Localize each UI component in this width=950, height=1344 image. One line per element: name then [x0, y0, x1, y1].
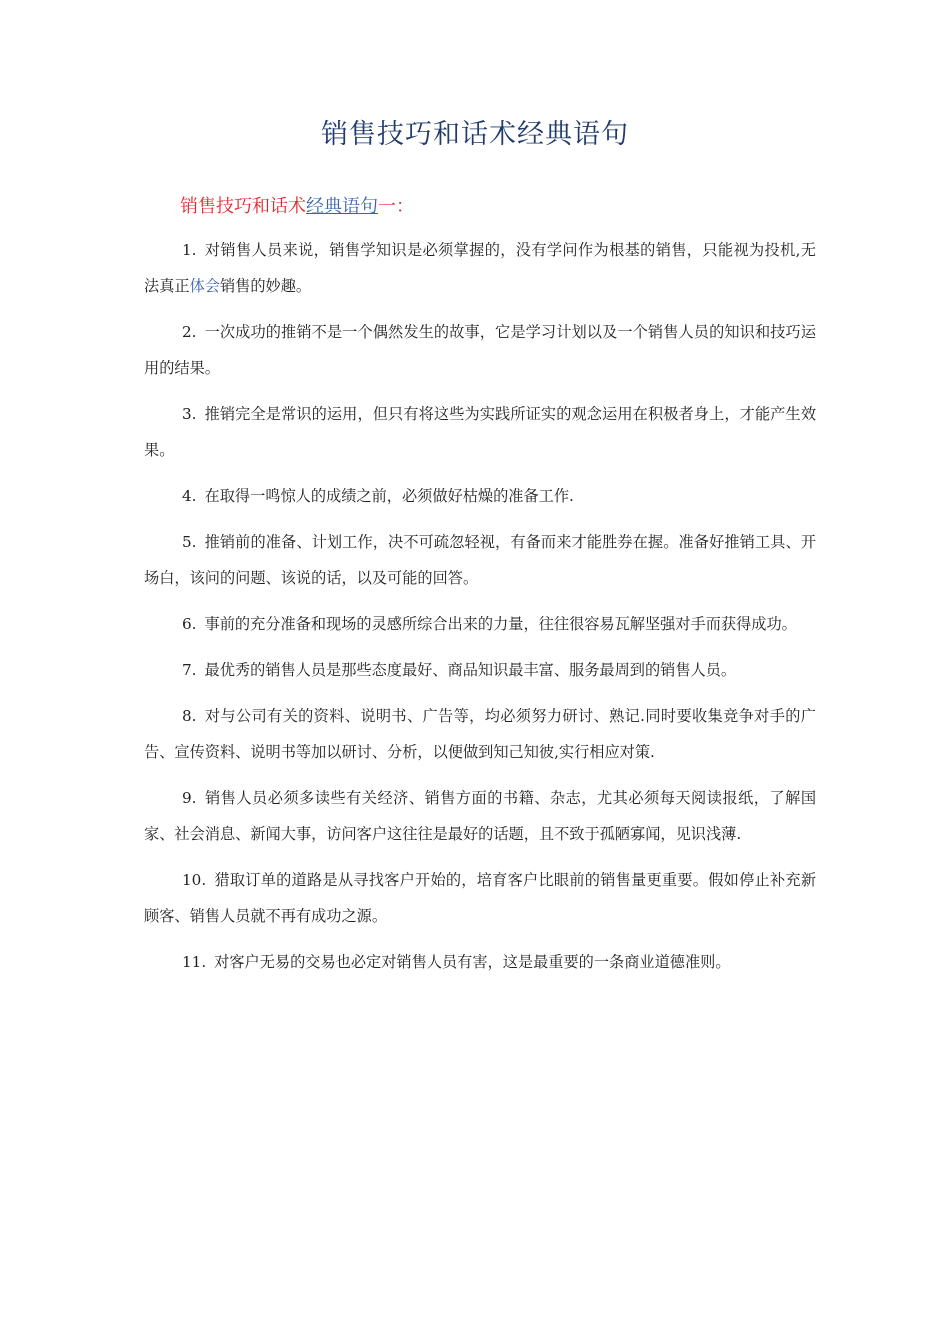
item-number: 4.: [182, 487, 197, 505]
item-number: 5.: [182, 533, 197, 551]
item-text: 事前的充分准备和现场的灵感所综合出来的力量，往往很容易瓦解坚强对手而获得成功。: [204, 615, 797, 633]
item-number: 11.: [182, 953, 207, 971]
list-item: [144, 652, 816, 688]
item-text: 推销前的准备、计划工作，决不可疏忽轻视，有备而来才能胜券在握。准备好推销工具、开场白，该问的问题、该说的话，以及可能的回答。: [144, 533, 816, 587]
item-number: 3.: [182, 405, 197, 423]
section-heading-prefix: 销售技巧和话术: [180, 196, 306, 217]
list-item: [144, 524, 816, 596]
item-number: 8.: [182, 707, 197, 725]
item-number: 10.: [182, 871, 207, 889]
document-title: 销售技巧和话术经典语句: [321, 119, 629, 150]
item-text-tail: 销售的妙趣。: [219, 277, 312, 295]
list-item: [144, 478, 816, 514]
item-list: [144, 232, 816, 990]
item-number: 9.: [182, 789, 197, 807]
list-item: [144, 862, 816, 934]
item-text: 对销售人员来说，销售学知识是必须掌握的，没有学问作为根基的销售，只能视为投机,无法真正: [144, 241, 816, 295]
section-heading: [180, 192, 414, 218]
item-text: 在取得一鸣惊人的成绩之前，必须做好枯燥的准备工作.: [204, 487, 574, 505]
item-text: 对与公司有关的资料、说明书、广告等，均必须努力研讨、熟记.同时要收集竞争对手的广告、宣传资料、说明书等加以研讨、分析，以便做到知己知彼,实行相应对策.: [144, 707, 816, 761]
item-number: 6.: [182, 615, 197, 633]
item-text: 推销完全是常识的运用，但只有将这些为实践所证实的观念运用在积极者身上，才能产生效果。: [144, 405, 816, 459]
item-number: 2.: [182, 323, 197, 341]
list-item: [144, 606, 816, 642]
item-text: 一次成功的推销不是一个偶然发生的故事，它是学习计划以及一个销售人员的知识和技巧运用的结果。: [144, 323, 816, 377]
item-text: 对客户无易的交易也必定对销售人员有害，这是最重要的一条商业道德准则。: [214, 953, 731, 971]
section-heading-suffix: 一：: [378, 196, 414, 217]
item-number: 7.: [182, 661, 197, 679]
item-text: 销售人员必须多读些有关经济、销售方面的书籍、杂志，尤其必须每天阅读报纸，了解国家、社会消息、新闻大事，访问客户这往往是最好的话题，且不致于孤陋寡闻，见识浅薄.: [144, 789, 816, 843]
list-item: [144, 944, 816, 980]
list-item: [144, 314, 816, 386]
item-link[interactable]: 体会: [189, 277, 220, 295]
list-item: [144, 780, 816, 852]
item-number: 1.: [182, 241, 197, 259]
list-item: [144, 698, 816, 770]
list-item: [144, 396, 816, 468]
item-text: 最优秀的销售人员是那些态度最好、商品知识最丰富、服务最周到的销售人员。: [204, 661, 737, 679]
section-heading-link[interactable]: 经典语句: [306, 196, 378, 217]
item-text: 猎取订单的道路是从寻找客户开始的，培育客户比眼前的销售量更重要。假如停止补充新顾客、销售人员就不再有成功之源。: [144, 871, 816, 925]
list-item: [144, 232, 816, 304]
